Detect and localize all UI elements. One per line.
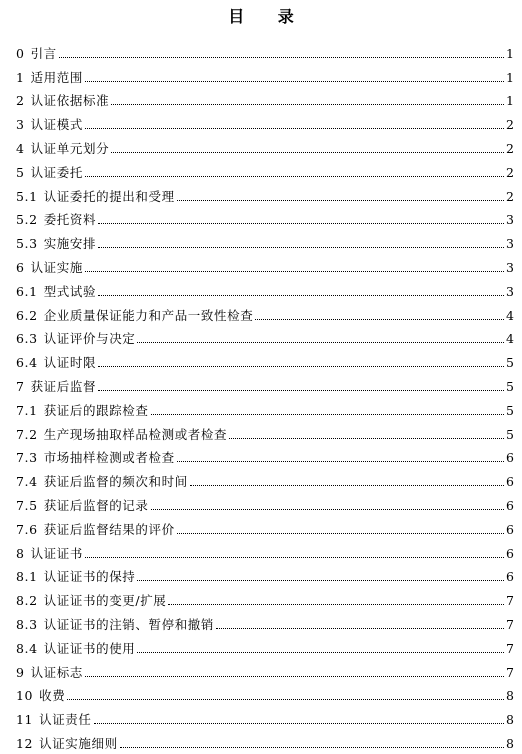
toc-entry-label: 认证实施 bbox=[30, 259, 83, 275]
toc-entry-number: 6.4 bbox=[16, 355, 38, 371]
toc-entry[interactable] bbox=[16, 609, 514, 633]
toc-entry-page-number: 7 bbox=[506, 593, 514, 609]
toc-entry-label: 认证评价与决定 bbox=[43, 331, 136, 347]
toc-entry-page-number: 2 bbox=[506, 188, 514, 204]
toc-dot-leader bbox=[229, 438, 504, 439]
toc-entry-number: 5.3 bbox=[16, 236, 38, 252]
toc-dot-leader bbox=[98, 390, 504, 391]
toc-entry-label: 委托资料 bbox=[43, 212, 97, 228]
toc-entry-page-number: 3 bbox=[506, 283, 514, 299]
toc-entry-text bbox=[16, 378, 96, 395]
toc-dot-leader bbox=[85, 81, 504, 82]
toc-entry-label: 收费 bbox=[39, 688, 66, 704]
toc-entry-page-number: 2 bbox=[506, 164, 514, 180]
toc-entry-page-number: 5 bbox=[506, 378, 514, 394]
toc-dot-leader bbox=[85, 271, 504, 272]
toc-dot-leader bbox=[151, 414, 505, 415]
toc-entry-text bbox=[16, 592, 166, 609]
toc-entry-page-number: 5 bbox=[506, 402, 514, 418]
toc-entry-number: 10 bbox=[16, 688, 34, 704]
toc-entry-page-number: 3 bbox=[506, 259, 514, 275]
toc-entry-page-number: 7 bbox=[506, 616, 514, 632]
toc-entry-text bbox=[16, 545, 83, 562]
toc-entry-text bbox=[16, 402, 149, 419]
toc-entry[interactable] bbox=[16, 704, 514, 728]
toc-list bbox=[16, 38, 514, 752]
toc-entry-text bbox=[16, 687, 65, 704]
toc-entry-text bbox=[16, 307, 253, 324]
toc-entry[interactable] bbox=[16, 633, 514, 657]
toc-dot-leader bbox=[137, 580, 504, 581]
toc-entry-page-number: 3 bbox=[506, 212, 514, 228]
toc-entry-number: 6 bbox=[16, 259, 25, 275]
toc-entry[interactable] bbox=[16, 728, 514, 752]
toc-dot-leader bbox=[111, 152, 504, 153]
toc-entry[interactable] bbox=[16, 490, 514, 514]
toc-entry[interactable] bbox=[16, 228, 514, 252]
toc-entry-page-number: 6 bbox=[506, 450, 514, 466]
toc-entry-number: 7.5 bbox=[16, 497, 38, 513]
toc-title: 目 录 bbox=[228, 7, 308, 26]
toc-entry-number: 5.1 bbox=[16, 188, 38, 204]
toc-entry-text bbox=[16, 69, 83, 86]
toc-entry-page-number: 8 bbox=[506, 688, 514, 704]
toc-entry-text bbox=[16, 235, 96, 252]
toc-entry[interactable] bbox=[16, 38, 514, 62]
toc-entry-text bbox=[16, 735, 118, 752]
toc-entry-page-number: 6 bbox=[506, 497, 514, 513]
toc-entry[interactable] bbox=[16, 133, 514, 157]
toc-entry[interactable] bbox=[16, 419, 514, 443]
toc-entry-number: 7.6 bbox=[16, 521, 38, 537]
toc-entry-number: 8.1 bbox=[16, 569, 38, 585]
toc-entry-number: 7 bbox=[16, 378, 25, 394]
toc-entry-label: 获证后的跟踪检查 bbox=[43, 402, 149, 418]
toc-entry-text bbox=[16, 188, 175, 205]
toc-dot-leader bbox=[120, 747, 504, 748]
toc-entry-label: 认证时限 bbox=[43, 355, 97, 371]
toc-entry[interactable] bbox=[16, 181, 514, 205]
toc-entry[interactable] bbox=[16, 657, 514, 681]
toc-entry[interactable] bbox=[16, 443, 514, 467]
toc-entry-label: 生产现场抽取样品检测或者检查 bbox=[43, 426, 228, 442]
toc-entry-page-number: 8 bbox=[506, 735, 514, 751]
toc-entry[interactable] bbox=[16, 324, 514, 348]
toc-dot-leader bbox=[85, 128, 504, 129]
toc-dot-leader bbox=[137, 342, 504, 343]
toc-dot-leader bbox=[168, 604, 504, 605]
toc-dot-leader bbox=[59, 57, 504, 58]
toc-entry-text bbox=[16, 521, 175, 538]
toc-entry-page-number: 8 bbox=[506, 712, 514, 728]
toc-entry[interactable] bbox=[16, 300, 514, 324]
toc-entry-text bbox=[16, 616, 214, 633]
toc-entry-text bbox=[16, 568, 135, 585]
toc-entry-page-number: 1 bbox=[506, 93, 514, 109]
toc-entry-page-number: 5 bbox=[506, 355, 514, 371]
toc-entry[interactable] bbox=[16, 62, 514, 86]
toc-entry-number: 6.3 bbox=[16, 331, 38, 347]
toc-entry-page-number: 2 bbox=[506, 140, 514, 156]
toc-entry-label: 认证模式 bbox=[30, 117, 83, 133]
toc-entry-label: 认证证书 bbox=[30, 545, 83, 561]
toc-entry-label: 认证证书的注销、暂停和撤销 bbox=[43, 616, 214, 632]
toc-entry-text bbox=[16, 164, 83, 181]
toc-entry-text bbox=[16, 140, 109, 157]
toc-entry-number: 6.2 bbox=[16, 307, 38, 323]
toc-dot-leader bbox=[98, 366, 504, 367]
toc-entry-number: 3 bbox=[16, 117, 25, 133]
toc-entry-text bbox=[16, 426, 227, 443]
toc-entry-number: 8.4 bbox=[16, 640, 38, 656]
toc-entry-label: 认证依据标准 bbox=[30, 93, 110, 109]
toc-entry-page-number: 6 bbox=[506, 474, 514, 490]
toc-entry-text bbox=[16, 354, 96, 371]
toc-entry-label: 认证责任 bbox=[39, 712, 92, 728]
toc-entry-number: 6.1 bbox=[16, 283, 38, 299]
toc-dot-leader bbox=[98, 295, 504, 296]
toc-entry-number: 0 bbox=[16, 45, 25, 61]
toc-entry-number: 8.3 bbox=[16, 616, 38, 632]
toc-entry-label: 认证证书的保持 bbox=[43, 569, 136, 585]
toc-entry-number: 11 bbox=[16, 712, 34, 728]
toc-entry-label: 获证后监督的记录 bbox=[43, 497, 149, 513]
toc-entry-number: 7.1 bbox=[16, 402, 38, 418]
toc-entry-text bbox=[16, 330, 135, 347]
toc-entry-label: 实施安排 bbox=[43, 236, 97, 252]
toc-entry-label: 认证委托的提出和受理 bbox=[43, 188, 175, 204]
toc-entry[interactable] bbox=[16, 514, 514, 538]
toc-dot-leader bbox=[98, 247, 504, 248]
toc-dot-leader bbox=[137, 652, 504, 653]
toc-entry-label: 型式试验 bbox=[43, 283, 97, 299]
toc-entry-label: 获证后监督 bbox=[30, 378, 97, 394]
toc-entry-number: 7.3 bbox=[16, 450, 38, 466]
toc-entry-text bbox=[16, 116, 83, 133]
toc-entry-page-number: 4 bbox=[506, 307, 514, 323]
toc-entry-text bbox=[16, 711, 92, 728]
toc-entry-label: 引言 bbox=[30, 45, 57, 61]
toc-entry-page-number: 1 bbox=[506, 45, 514, 61]
toc-entry[interactable] bbox=[16, 681, 514, 705]
toc-entry-number: 2 bbox=[16, 93, 25, 109]
toc-entry[interactable] bbox=[16, 466, 514, 490]
toc-entry-label: 认证证书的使用 bbox=[43, 640, 136, 656]
toc-entry-page-number: 2 bbox=[506, 117, 514, 133]
toc-dot-leader bbox=[177, 461, 504, 462]
toc-entry-number: 9 bbox=[16, 664, 25, 680]
toc-entry[interactable] bbox=[16, 562, 514, 586]
toc-entry-label: 市场抽样检测或者检查 bbox=[43, 450, 175, 466]
toc-entry-number: 5 bbox=[16, 164, 25, 180]
toc-entry[interactable] bbox=[16, 585, 514, 609]
toc-entry-number: 4 bbox=[16, 140, 25, 156]
toc-entry-page-number: 6 bbox=[506, 545, 514, 561]
toc-entry-page-number: 6 bbox=[506, 569, 514, 585]
toc-entry[interactable] bbox=[16, 395, 514, 419]
toc-dot-leader bbox=[67, 699, 504, 700]
toc-dot-leader bbox=[190, 485, 504, 486]
toc-entry-label: 企业质量保证能力和产品一致性检查 bbox=[43, 307, 254, 323]
toc-entry-label: 认证单元划分 bbox=[30, 140, 110, 156]
toc-dot-leader bbox=[94, 723, 505, 724]
toc-entry-text bbox=[16, 664, 83, 681]
toc-dot-leader bbox=[151, 509, 505, 510]
toc-entry-label: 获证后监督的频次和时间 bbox=[43, 474, 188, 490]
toc-dot-leader bbox=[85, 676, 504, 677]
toc-dot-leader bbox=[177, 200, 504, 201]
toc-entry-text bbox=[16, 92, 109, 109]
toc-entry[interactable] bbox=[16, 252, 514, 276]
toc-entry-page-number: 4 bbox=[506, 331, 514, 347]
toc-entry-text bbox=[16, 211, 96, 228]
toc-entry-number: 7.4 bbox=[16, 474, 38, 490]
toc-entry-text bbox=[16, 259, 83, 276]
toc-entry[interactable] bbox=[16, 109, 514, 133]
toc-entry-text bbox=[16, 640, 135, 657]
toc-dot-leader bbox=[98, 223, 504, 224]
toc-entry[interactable] bbox=[16, 371, 514, 395]
toc-entry-page-number: 6 bbox=[506, 521, 514, 537]
toc-entry-text bbox=[16, 449, 175, 466]
toc-entry-number: 12 bbox=[16, 735, 34, 751]
toc-entry-label: 认证实施细则 bbox=[39, 735, 118, 751]
toc-entry-page-number: 7 bbox=[506, 664, 514, 680]
toc-dot-leader bbox=[111, 104, 504, 105]
toc-entry-label: 认证标志 bbox=[30, 664, 83, 680]
toc-entry[interactable] bbox=[16, 205, 514, 229]
toc-dot-leader bbox=[216, 628, 504, 629]
toc-entry-text bbox=[16, 45, 57, 62]
toc-entry-label: 认证委托 bbox=[30, 164, 83, 180]
toc-entry-page-number: 7 bbox=[506, 640, 514, 656]
toc-entry-page-number: 3 bbox=[506, 236, 514, 252]
toc-entry-label: 适用范围 bbox=[30, 69, 83, 85]
toc-entry-label: 认证证书的变更/扩展 bbox=[43, 593, 167, 609]
toc-entry-text bbox=[16, 283, 96, 300]
toc-entry-number: 1 bbox=[16, 69, 25, 85]
toc-entry-number: 7.2 bbox=[16, 426, 38, 442]
toc-entry[interactable] bbox=[16, 276, 514, 300]
toc-dot-leader bbox=[255, 319, 504, 320]
toc-dot-leader bbox=[85, 176, 504, 177]
toc-entry-number: 8 bbox=[16, 545, 25, 561]
toc-dot-leader bbox=[177, 533, 504, 534]
toc-entry-label: 获证后监督结果的评价 bbox=[43, 521, 175, 537]
toc-entry[interactable] bbox=[16, 347, 514, 371]
toc-entry-text bbox=[16, 473, 188, 490]
toc-entry-number: 5.2 bbox=[16, 212, 38, 228]
toc-entry-number: 8.2 bbox=[16, 593, 38, 609]
toc-entry[interactable] bbox=[16, 86, 514, 110]
toc-entry[interactable] bbox=[16, 157, 514, 181]
toc-entry-page-number: 1 bbox=[506, 69, 514, 85]
toc-entry-text bbox=[16, 497, 149, 514]
toc-entry-page-number: 5 bbox=[506, 426, 514, 442]
toc-dot-leader bbox=[85, 557, 504, 558]
toc-entry[interactable] bbox=[16, 538, 514, 562]
